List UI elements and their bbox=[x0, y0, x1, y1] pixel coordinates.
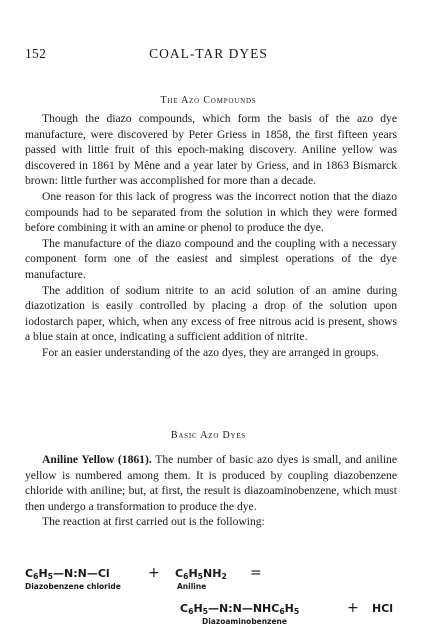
paragraph: One reason for this lack of progress was the incorrect notion that the diazo compounds had to be separated from the solution in which they were formed before combining it with an amine or phenol to produce the dye. bbox=[25, 189, 397, 235]
label-diazobenzene-chloride: Diazobenzene chloride bbox=[25, 582, 121, 591]
section-azo-compounds-body bbox=[25, 111, 397, 361]
paragraph-text: The number of basic azo dyes is small, and aniline yellow is numbered among them. It is produced by coupling diazobenzene chloride with aniline; but, at first, the result is diazoaminobenzene, which must then undergo a transformation to produce the dye. bbox=[25, 453, 397, 513]
product-diazoaminobenzene: $C_6H_5—N:N—NHC_6H_5$ bbox=[180, 602, 300, 616]
lead-term: Aniline Yellow (1861). bbox=[42, 453, 152, 466]
section-heading-azo-compounds: The Azo Compounds bbox=[160, 95, 257, 106]
paragraph: The reaction at first carried out is the following: bbox=[42, 515, 265, 529]
paragraph: Though the diazo compounds, which form the basis of the azo dye manufacture, were discovered by Peter Griess in 1858, the first fifteen years passed with little fruit of this epoch-making discovery. Aniline yellow was discovered in 1861 by Mêne and a year later by Griess, and in 1863 Bismarck brown: little further was accomplished for more than a decade. bbox=[25, 112, 397, 188]
plus-sign: + bbox=[148, 565, 160, 581]
section-heading-basic-azo-dyes: Basic Azo Dyes bbox=[170, 430, 247, 441]
paragraph: The addition of sodium nitrite to an acid solution of an amine during diazotization is easily controlled by placing a drop of the solution upon iodostarch paper, which, when any excess of free nitrous acid is present, shows a blue stain at once, indicating a sufficient addition of nitrite. bbox=[25, 283, 397, 344]
label-aniline: Aniline bbox=[177, 582, 207, 591]
paragraph: The manufacture of the diazo compound and the coupling with a necessary component form one of the easiest and simplest operations of the dye manufacture. bbox=[25, 236, 397, 281]
paragraph: For an easier understanding of the azo dyes, they are arranged in groups. bbox=[42, 345, 379, 359]
reactant-aniline: $C_6H_5NH_2$ bbox=[175, 567, 227, 581]
byproduct-hcl: HCl bbox=[372, 602, 394, 615]
plus-sign: + bbox=[347, 600, 359, 616]
equals-sign: = bbox=[250, 565, 262, 581]
book-title: COAL-TAR DYES bbox=[149, 46, 268, 61]
reactant-diazobenzene-chloride: $C_6H_5—N:N—Cl$ bbox=[25, 567, 110, 581]
page-number: 152 bbox=[25, 46, 47, 61]
label-diazoaminobenzene: Diazoaminobenzene bbox=[202, 617, 287, 626]
section-basic-azo-dyes-body bbox=[25, 452, 397, 530]
paragraph-aniline-yellow bbox=[25, 452, 397, 514]
